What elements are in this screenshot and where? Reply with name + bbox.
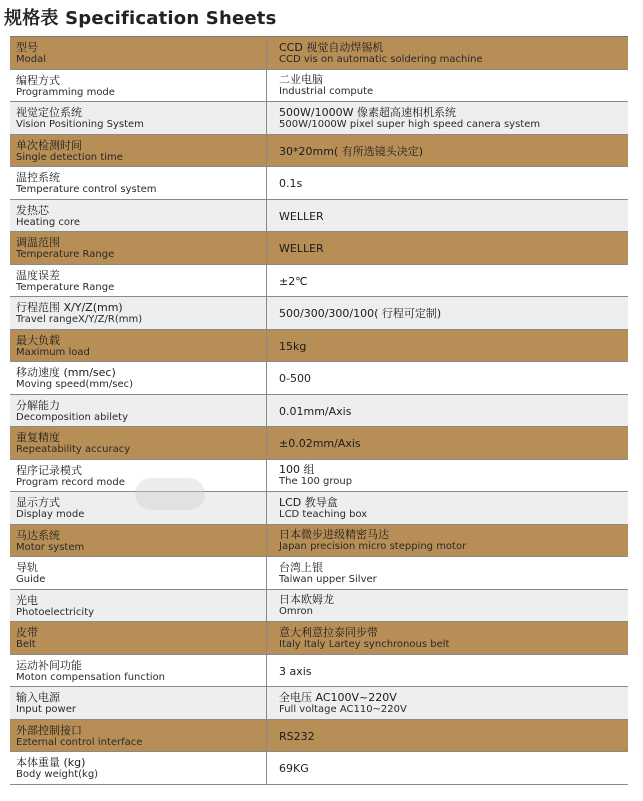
spec-label-en: Modal: [16, 54, 46, 66]
spec-value-cell: [267, 232, 628, 264]
spec-label-cell: [10, 232, 267, 264]
spec-label-cell: [10, 525, 267, 557]
table-row: [10, 37, 628, 70]
spec-value-secondary: Italy Italy Lartey synchronous belt: [279, 638, 450, 650]
spec-value-cell: [267, 492, 628, 524]
spec-value-cell: [267, 427, 628, 459]
spec-label-en: Temperature Range: [16, 249, 115, 261]
spec-value: 15kg: [279, 339, 307, 353]
spec-label-en: Moton compensation function: [16, 671, 166, 683]
spec-value-cell: [267, 297, 628, 329]
spec-label-cell: [10, 200, 267, 232]
spec-value-cell: [267, 687, 628, 719]
spec-value: WELLER: [279, 209, 324, 223]
table-row: [10, 265, 628, 298]
spec-label-cell: [10, 655, 267, 687]
spec-label-cell: [10, 720, 267, 752]
spec-value-secondary: Japan precision micro stepping motor: [279, 541, 467, 553]
spec-label-en: Photoelectricity: [16, 606, 95, 618]
spec-label-zh: 马达系统: [16, 528, 60, 542]
spec-label-zh: 移动速度 (mm/sec): [16, 366, 116, 380]
spec-value-cell: [267, 362, 628, 394]
table-row: [10, 557, 628, 590]
spec-label-zh: 型号: [16, 41, 38, 55]
spec-value: 日本微步进级精密马达: [279, 528, 389, 542]
spec-value: 100 组: [279, 463, 315, 477]
spec-value-cell: [267, 102, 628, 134]
spec-label-zh: 导轨: [16, 561, 38, 575]
spec-value-cell: [267, 752, 628, 784]
table-row: [10, 492, 628, 525]
spec-label-cell: [10, 557, 267, 589]
spec-value-cell: [267, 135, 628, 167]
table-row: [10, 687, 628, 720]
spec-label-en: Display mode: [16, 509, 85, 521]
table-row: [10, 622, 628, 655]
spec-label-cell: [10, 687, 267, 719]
spec-value-cell: [267, 557, 628, 589]
spec-label-cell: [10, 622, 267, 654]
spec-value-cell: [267, 37, 628, 69]
spec-value: 500/300/300/100( 行程可定制): [279, 307, 442, 321]
spec-value-secondary: CCD vis on automatic soldering machine: [279, 53, 483, 65]
spec-label-en: Program record mode: [16, 476, 125, 488]
spec-label-zh: 视觉定位系统: [16, 106, 82, 120]
spec-label-en: Programming mode: [16, 86, 115, 98]
spec-label-zh: 编程方式: [16, 73, 60, 87]
spec-value: 意大利意拉泰同步带: [279, 625, 378, 639]
spec-value: 500W/1000W 像素超高速相机系统: [279, 105, 456, 119]
spec-label-zh: 皮带: [16, 626, 38, 640]
spec-value-secondary: Omron: [279, 606, 313, 618]
table-row: [10, 752, 628, 785]
spec-label-en: Temperature control system: [16, 184, 157, 196]
spec-label-cell: [10, 590, 267, 622]
spec-value: 全电压 AC100V~220V: [279, 690, 397, 704]
spec-label-en: Ezternal control interface: [16, 736, 143, 748]
spec-value: 0.1s: [279, 177, 303, 191]
spec-label-en: Temperature Range: [16, 281, 115, 293]
spec-label-en: Single detection time: [16, 151, 123, 163]
spec-value-secondary: Industrial compute: [279, 86, 374, 98]
spec-value-cell: [267, 265, 628, 297]
table-row: [10, 200, 628, 233]
spec-label-en: Repeatability accuracy: [16, 444, 131, 456]
spec-label-zh: 分解能力: [16, 398, 60, 412]
spec-label-zh: 发热芯: [16, 203, 49, 217]
spec-label-en: Input power: [16, 704, 76, 716]
spec-label-en: Belt: [16, 639, 36, 651]
spec-value-secondary: Full voltage AC110~220V: [279, 703, 407, 715]
spec-value-cell: [267, 460, 628, 492]
spec-table: [10, 36, 628, 785]
table-row: [10, 330, 628, 363]
spec-label-zh: 温度误差: [16, 268, 60, 282]
spec-label-zh: 调温范围: [16, 236, 60, 250]
spec-label-en: Moving speed(mm/sec): [16, 379, 134, 391]
spec-label-zh: 单次检测时间: [16, 138, 82, 152]
spec-label-cell: [10, 167, 267, 199]
spec-label-cell: [10, 395, 267, 427]
table-row: [10, 232, 628, 265]
spec-label-en: Travel rangeX/Y/Z/R(mm): [16, 314, 143, 326]
spec-label-en: Vision Positioning System: [16, 119, 144, 131]
spec-value: 0.01mm/Axis: [279, 404, 352, 418]
spec-value-cell: [267, 720, 628, 752]
spec-value: LCD 教导盒: [279, 495, 338, 509]
table-row: [10, 297, 628, 330]
spec-label-cell: [10, 297, 267, 329]
spec-label-zh: 运动补间功能: [16, 658, 82, 672]
table-row: [10, 525, 628, 558]
spec-value-secondary: The 100 group: [279, 476, 353, 488]
table-row: [10, 427, 628, 460]
table-row: [10, 102, 628, 135]
spec-value-cell: [267, 70, 628, 102]
spec-value: 69KG: [279, 762, 309, 776]
table-row: [10, 135, 628, 168]
spec-value: 0-500: [279, 372, 311, 386]
spec-label-en: Motor system: [16, 541, 85, 553]
spec-label-cell: [10, 70, 267, 102]
table-row: [10, 167, 628, 200]
spec-value-secondary: 500W/1000W pixel super high speed canera system: [279, 118, 541, 130]
page-title: 规格表 Specification Sheets: [4, 8, 277, 29]
spec-label-cell: [10, 265, 267, 297]
table-row: [10, 590, 628, 623]
spec-label-cell: [10, 135, 267, 167]
spec-value-cell: [267, 622, 628, 654]
spec-label-zh: 温控系统: [16, 171, 60, 185]
table-row: [10, 70, 628, 103]
spec-label-zh: 最大负载: [16, 333, 60, 347]
table-row: [10, 720, 628, 753]
spec-label-zh: 显示方式: [16, 496, 60, 510]
spec-value-cell: [267, 200, 628, 232]
spec-value-cell: [267, 330, 628, 362]
spec-value-cell: [267, 395, 628, 427]
table-row: [10, 460, 628, 493]
spec-value: 30*20mm( 有所选镜头决定): [279, 144, 424, 158]
spec-value: 日本欧姆龙: [279, 593, 334, 607]
spec-value-secondary: Taiwan upper Silver: [279, 573, 377, 585]
spec-label-zh: 程序记录模式: [16, 463, 82, 477]
spec-label-en: Heating core: [16, 216, 81, 228]
spec-label-en: Guide: [16, 574, 46, 586]
spec-label-en: Maximum load: [16, 346, 90, 358]
spec-label-cell: [10, 102, 267, 134]
table-row: [10, 655, 628, 688]
spec-label-cell: [10, 37, 267, 69]
spec-label-cell: [10, 330, 267, 362]
spec-label-zh: 本体重量 (kg): [16, 756, 86, 770]
spec-value: ±0.02mm/Axis: [279, 437, 361, 451]
spec-value-cell: [267, 590, 628, 622]
spec-value-cell: [267, 525, 628, 557]
spec-label-cell: [10, 427, 267, 459]
spec-value-secondary: LCD teaching box: [279, 508, 368, 520]
spec-value: 3 axis: [279, 664, 312, 678]
spec-label-zh: 外部控制接口: [16, 723, 82, 737]
watermark: [135, 478, 205, 510]
spec-value: ±2℃: [279, 274, 308, 288]
table-row: [10, 362, 628, 395]
spec-value: CCD 视觉自动焊锡机: [279, 40, 384, 54]
table-row: [10, 395, 628, 428]
spec-label-zh: 光电: [16, 593, 38, 607]
spec-label-cell: [10, 362, 267, 394]
spec-label-en: Decomposition abilety: [16, 411, 129, 423]
spec-value-cell: [267, 167, 628, 199]
spec-label-en: Body weight(kg): [16, 769, 99, 781]
spec-label-cell: [10, 752, 267, 784]
spec-value: WELLER: [279, 242, 324, 256]
spec-value: 台湾上银: [279, 560, 323, 574]
spec-label-zh: 输入电源: [16, 691, 60, 705]
spec-label-zh: 重复精度: [16, 431, 60, 445]
spec-label-zh: 行程范围 X/Y/Z(mm): [16, 301, 123, 315]
spec-value: 二业电脑: [279, 73, 323, 87]
spec-value-cell: [267, 655, 628, 687]
spec-value: RS232: [279, 729, 315, 743]
